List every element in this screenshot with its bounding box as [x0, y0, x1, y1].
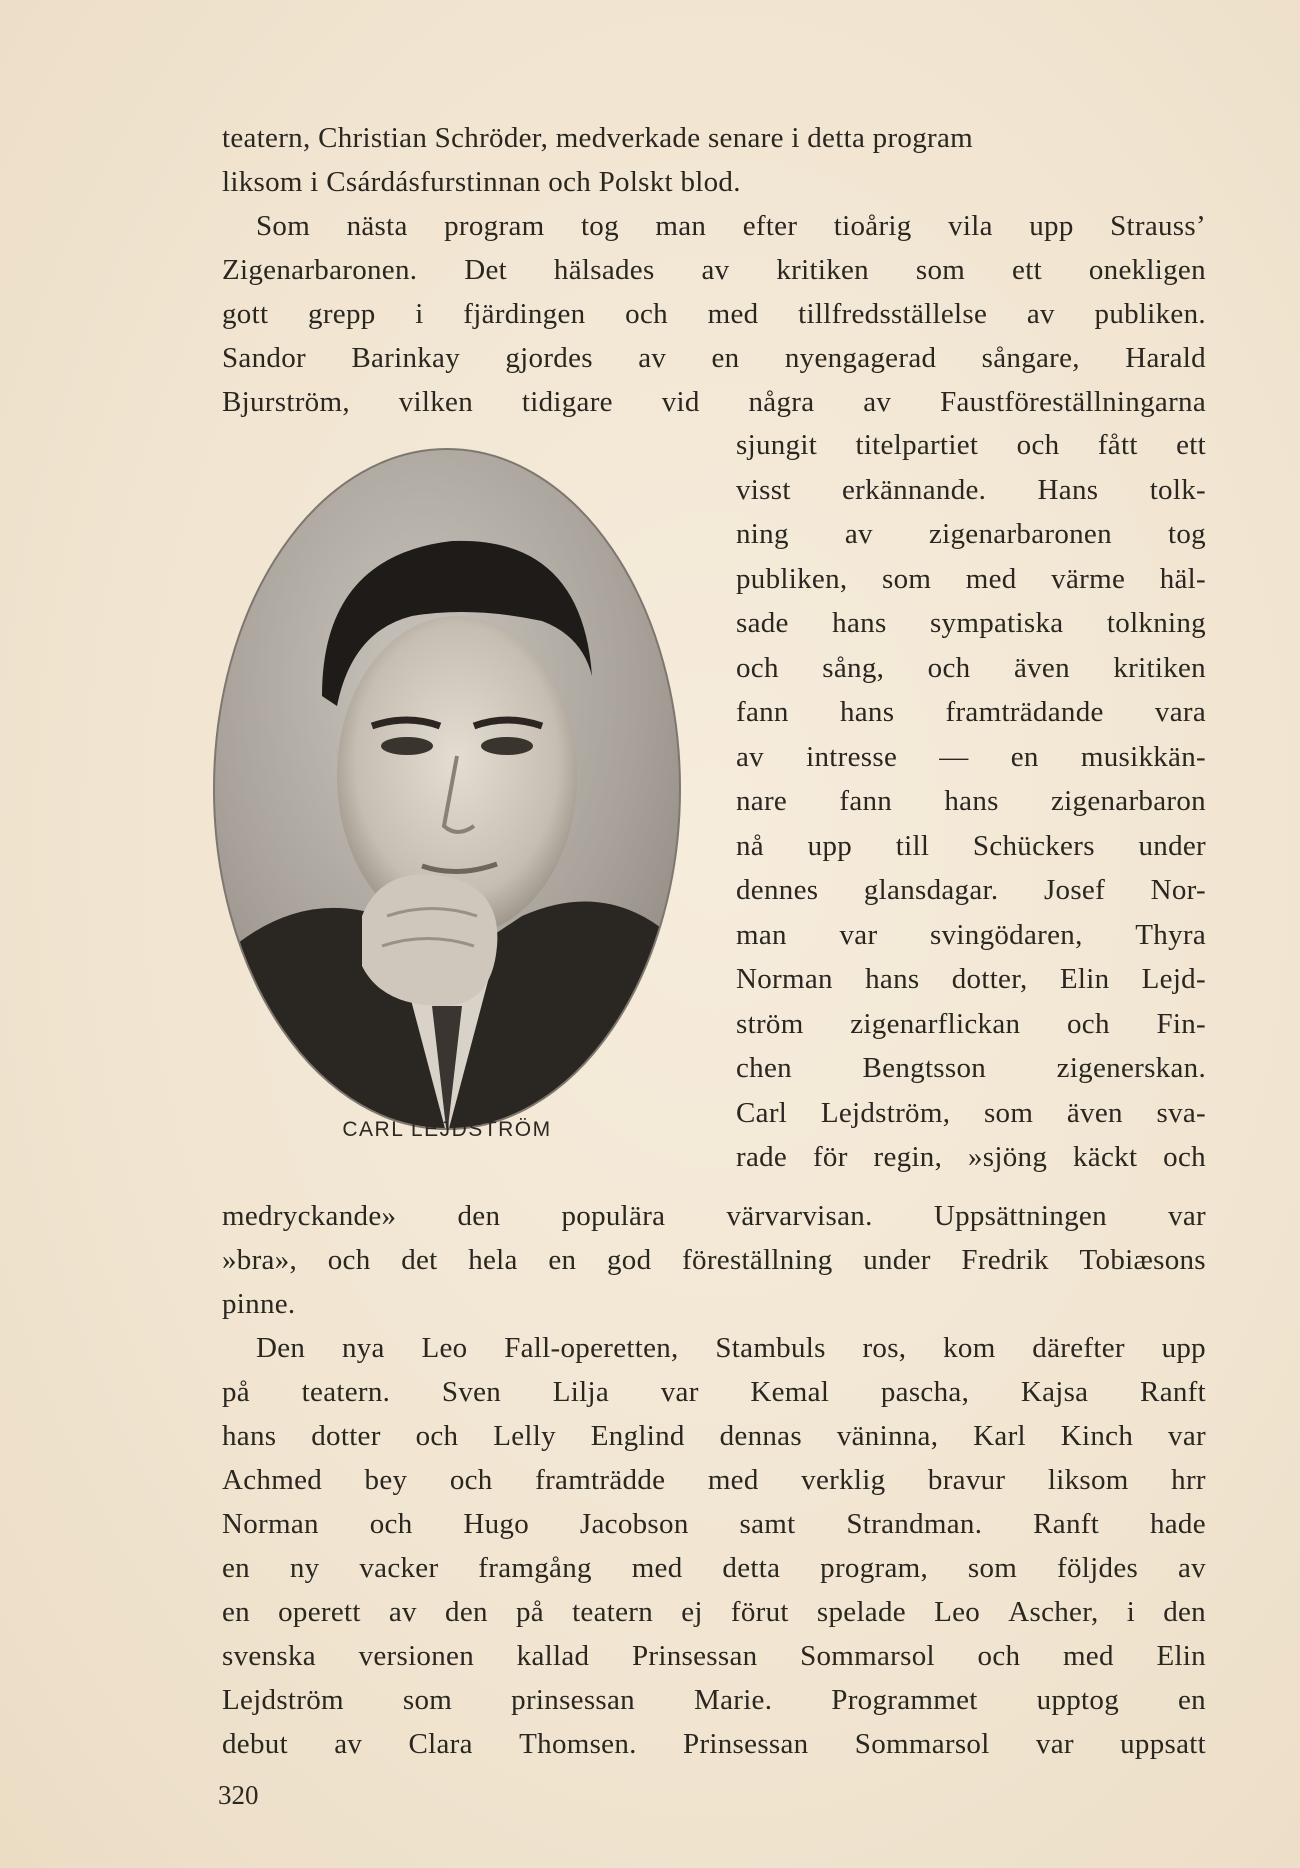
word: under	[863, 1244, 931, 1276]
text-line	[736, 468, 1206, 513]
word: publiken.	[1094, 298, 1206, 330]
word: av	[334, 1728, 363, 1760]
word: Ascher,	[1008, 1596, 1099, 1628]
word: i	[1126, 1596, 1136, 1628]
portrait-photo	[212, 446, 682, 1136]
word: Thomsen.	[519, 1728, 637, 1760]
word: Leo	[421, 1332, 468, 1364]
word: och	[327, 1244, 371, 1276]
word: på	[222, 1376, 250, 1408]
word: Nor-	[1150, 874, 1206, 906]
portrait-caption: CARL LEJDSTRÖM	[342, 1118, 552, 1141]
word: nå	[736, 829, 764, 862]
word: värme	[1051, 562, 1126, 595]
word: ros,	[862, 1332, 907, 1364]
text-line	[222, 1678, 1206, 1722]
word: fann	[839, 785, 893, 817]
word: Prinsessan	[631, 1640, 758, 1672]
word: tioårig	[833, 210, 912, 242]
word: tog	[1168, 518, 1206, 550]
word: var	[660, 1376, 699, 1408]
word: nästa	[346, 210, 408, 242]
word: Som	[256, 210, 311, 242]
word: även	[1066, 1096, 1123, 1129]
word: Jacobson	[579, 1508, 689, 1540]
text-line	[736, 913, 1206, 958]
text-line	[736, 646, 1206, 691]
word: Elin	[1059, 963, 1110, 995]
text-line	[736, 957, 1206, 1002]
word: upptog	[1036, 1684, 1119, 1716]
word: fått	[1097, 429, 1138, 461]
text-line	[736, 735, 1206, 780]
word: publiken,	[736, 562, 848, 595]
word: hans	[839, 696, 895, 728]
word: av	[736, 740, 764, 773]
word: zigenerskan.	[1056, 1052, 1206, 1084]
word: man	[655, 210, 707, 242]
word: Bjurström,	[222, 386, 350, 418]
word: sångare,	[981, 342, 1080, 374]
word: ström	[736, 1007, 804, 1040]
text-line	[736, 1135, 1206, 1180]
word: versionen	[358, 1640, 475, 1672]
word: Carl	[736, 1096, 788, 1129]
word: samt	[739, 1508, 796, 1540]
word: dotter,	[951, 963, 1028, 995]
word: framträdde	[535, 1464, 666, 1496]
word: och	[1016, 429, 1060, 461]
text-line	[222, 292, 1206, 336]
text-line	[222, 1238, 1206, 1282]
word: ej	[681, 1596, 703, 1628]
word: Achmed	[222, 1464, 323, 1496]
page-number: 320	[218, 1780, 259, 1810]
text-line	[736, 601, 1206, 646]
word: Kemal	[750, 1376, 830, 1408]
word: och	[977, 1640, 1021, 1672]
text-line	[736, 512, 1206, 557]
word: grepp	[308, 298, 376, 330]
word: följdes	[1057, 1552, 1139, 1584]
word: och	[736, 651, 779, 684]
word: ning	[736, 518, 789, 550]
word: Uppsättningen	[933, 1200, 1107, 1232]
word: tog	[580, 210, 619, 242]
word: var	[1035, 1728, 1074, 1760]
word: dennes	[736, 874, 819, 906]
word: var	[1168, 1420, 1206, 1452]
word: svingödaren,	[930, 918, 1083, 951]
word: regin,	[873, 1141, 943, 1173]
word: därefter	[1032, 1332, 1125, 1364]
word: ett	[1012, 254, 1042, 286]
word: tolkning	[1106, 607, 1206, 639]
word: och	[625, 298, 668, 330]
word: var	[1168, 1200, 1206, 1232]
word: nare	[736, 785, 788, 817]
word: Kajsa	[1020, 1376, 1089, 1408]
word: Lejdström	[222, 1684, 344, 1716]
word: den	[1163, 1596, 1206, 1628]
word: hans	[944, 785, 999, 817]
word: zigenarbaron	[1051, 785, 1206, 817]
word: Lejdström,	[820, 1096, 951, 1129]
word: framträdande	[945, 696, 1104, 728]
word: Lelly	[493, 1420, 556, 1452]
word: liksom	[1047, 1464, 1129, 1496]
text-line	[736, 1046, 1206, 1091]
word: den	[445, 1596, 488, 1628]
word: som	[967, 1552, 1018, 1584]
word: bey	[364, 1464, 408, 1496]
word: intresse	[806, 740, 898, 773]
word: och	[1066, 1007, 1110, 1040]
word: med	[631, 1552, 683, 1584]
word: i	[415, 298, 424, 330]
word: upp	[1161, 1332, 1206, 1364]
text-line	[222, 248, 1206, 292]
word: framgång	[478, 1552, 592, 1584]
word: av	[388, 1596, 417, 1628]
word: glansdagar.	[863, 874, 999, 906]
word: detta	[722, 1552, 781, 1584]
word: Kinch	[1060, 1420, 1134, 1452]
word: tolk-	[1149, 473, 1206, 506]
word: Hans	[1037, 473, 1099, 506]
word: under	[1138, 829, 1206, 862]
word: Barinkay	[351, 342, 461, 374]
word: Programmet	[831, 1684, 978, 1716]
text-line	[222, 204, 1206, 248]
text-line: pinne.	[222, 1288, 296, 1320]
word: av	[701, 254, 730, 286]
word: upp	[1029, 210, 1074, 242]
word: kallad	[516, 1640, 590, 1672]
word: var	[839, 918, 878, 951]
text-line	[222, 1722, 1206, 1766]
word: en	[711, 342, 740, 374]
text-line	[222, 1590, 1206, 1634]
word: Englind	[590, 1420, 685, 1452]
word: debut	[222, 1728, 288, 1760]
word: Fall-operetten,	[504, 1332, 679, 1364]
text-line	[222, 380, 1206, 424]
text-line	[736, 779, 1206, 824]
word: zigenarflickan	[850, 1007, 1021, 1040]
word: Det	[464, 254, 508, 286]
word: hade	[1149, 1508, 1206, 1540]
word: käckt	[1073, 1141, 1138, 1173]
word: vilken	[398, 386, 474, 418]
word: till	[895, 829, 930, 862]
word: Sven	[441, 1376, 502, 1408]
word: en	[548, 1244, 577, 1276]
word: dennas	[719, 1420, 802, 1452]
word: Fin-	[1156, 1007, 1206, 1040]
word: och	[369, 1508, 413, 1540]
word: Elin	[1156, 1640, 1206, 1672]
word: program,	[820, 1552, 929, 1584]
word: som	[881, 562, 932, 595]
text-line	[222, 336, 1206, 380]
word: Marie.	[693, 1684, 773, 1716]
word: ett	[1176, 429, 1206, 461]
text-line	[222, 1194, 1206, 1238]
text-line	[222, 1414, 1206, 1458]
word: hela	[468, 1244, 518, 1276]
word: några	[748, 386, 815, 418]
word: vid	[661, 386, 700, 418]
word: Lejd-	[1141, 963, 1206, 995]
word: populära	[561, 1200, 666, 1232]
word: tidigare	[521, 386, 613, 418]
paragraph-bottom	[222, 1194, 1206, 1766]
text-line	[736, 824, 1206, 869]
word: nya	[341, 1332, 385, 1364]
text-line	[736, 423, 1206, 468]
word: Thyra	[1135, 918, 1206, 951]
word: —	[939, 740, 969, 773]
word: av	[863, 386, 892, 418]
word: ny	[289, 1552, 320, 1584]
word: hälsades	[553, 254, 655, 286]
word: efter	[742, 210, 798, 242]
word: hrr	[1171, 1464, 1206, 1496]
word: Prinsessan	[683, 1728, 809, 1760]
text-line	[736, 557, 1206, 602]
word: Sandor	[222, 342, 306, 374]
column-beside-portrait	[736, 423, 1206, 1180]
word: en	[1010, 740, 1039, 773]
word: av	[638, 342, 667, 374]
word: Den	[256, 1332, 306, 1364]
word: chen	[736, 1052, 792, 1084]
word: »bra»,	[222, 1244, 298, 1276]
word: teatern	[572, 1596, 654, 1628]
word: pascha,	[880, 1376, 970, 1408]
word: kritiken	[1113, 651, 1206, 684]
word: Norman	[736, 963, 833, 995]
word: av	[1177, 1552, 1206, 1584]
word: Stambuls	[715, 1332, 826, 1364]
text-line	[222, 1634, 1206, 1678]
word: som	[402, 1684, 453, 1716]
word: onekligen	[1088, 254, 1206, 286]
word: man	[736, 918, 787, 951]
word: Lilja	[552, 1376, 610, 1408]
word: och	[449, 1464, 493, 1496]
word: kritiken	[776, 254, 869, 286]
word: sva-	[1156, 1096, 1206, 1129]
word: Karl	[973, 1420, 1026, 1452]
text-line	[222, 1502, 1206, 1546]
word: verklig	[801, 1464, 886, 1496]
word: kom	[943, 1332, 996, 1364]
text-line: teatern, Christian Schröder, medverkade senare i detta program	[222, 122, 974, 154]
word: Strandman.	[846, 1508, 983, 1540]
word: med	[965, 562, 1017, 595]
word: en	[222, 1596, 250, 1628]
word: och	[927, 651, 971, 684]
word: för	[812, 1141, 848, 1173]
word: »sjöng	[968, 1141, 1048, 1173]
word: sång,	[822, 651, 885, 684]
word: Zigenarbaronen.	[222, 254, 418, 286]
text-line	[222, 1458, 1206, 1502]
word: hans	[222, 1420, 277, 1452]
word: sjungit	[736, 429, 818, 461]
word: titelpartiet	[855, 429, 979, 461]
word: spelade	[816, 1596, 906, 1628]
word: gott	[222, 298, 269, 330]
word: som	[983, 1096, 1034, 1129]
word: det	[401, 1244, 438, 1276]
word: värvarvisan.	[726, 1200, 873, 1232]
word: erkännande.	[842, 473, 987, 506]
text-line	[736, 1002, 1206, 1047]
word: rade	[736, 1141, 788, 1173]
word: även	[1013, 651, 1070, 684]
word: uppsatt	[1120, 1728, 1206, 1760]
word: Norman	[222, 1508, 319, 1540]
word: svenska	[222, 1640, 316, 1672]
word: som	[915, 254, 966, 286]
word: Josef	[1043, 874, 1106, 906]
word: Strauss’	[1110, 210, 1206, 242]
word: medryckande»	[222, 1200, 397, 1232]
paragraph-top	[222, 116, 1206, 424]
word: Clara	[408, 1728, 473, 1760]
word: sade	[736, 607, 789, 639]
text-line: liksom i Csárdásfurstinnan och Polskt blod.	[222, 166, 741, 198]
word: och	[1163, 1141, 1206, 1173]
word: med	[707, 1464, 759, 1496]
word: vacker	[359, 1552, 439, 1584]
word: program	[444, 210, 545, 242]
word: musikkän-	[1080, 740, 1206, 773]
word: med	[1062, 1640, 1114, 1672]
word: teatern.	[301, 1376, 391, 1408]
word: föreställning	[682, 1244, 833, 1276]
word: gjordes	[505, 342, 593, 374]
word: god	[607, 1244, 652, 1276]
word: Faustföreställningarna	[940, 386, 1206, 418]
word: fjärdingen	[463, 298, 586, 330]
word: Harald	[1125, 342, 1206, 374]
word: hans	[832, 607, 887, 639]
word: och	[415, 1420, 459, 1452]
portrait-oval-image	[212, 446, 682, 1136]
word: Leo	[934, 1596, 981, 1628]
word: Fredrik	[961, 1244, 1049, 1276]
word: Ranft	[1140, 1376, 1206, 1408]
word: operett	[278, 1596, 361, 1628]
word: dotter	[311, 1420, 381, 1452]
text-line	[736, 868, 1206, 913]
word: vila	[948, 210, 993, 242]
word: av	[1026, 298, 1055, 330]
word: upp	[807, 829, 853, 862]
text-line	[736, 690, 1206, 735]
word: vara	[1154, 696, 1206, 728]
word: fann	[736, 696, 789, 728]
word: av	[844, 518, 873, 550]
word: bravur	[927, 1464, 1006, 1496]
word: med	[707, 298, 759, 330]
word: Ranft	[1033, 1508, 1100, 1540]
word: en	[1178, 1684, 1206, 1716]
word: visst	[736, 473, 791, 506]
word: Schückers	[972, 829, 1095, 862]
text-line	[222, 1326, 1206, 1370]
word: sympatiska	[929, 607, 1064, 639]
word: förut	[730, 1596, 789, 1628]
word: nyengagerad	[784, 342, 937, 374]
word: Tobiæsons	[1079, 1244, 1206, 1276]
word: Hugo	[463, 1508, 530, 1540]
word: väninna,	[836, 1420, 939, 1452]
word: en	[222, 1552, 250, 1584]
word: den	[457, 1200, 501, 1232]
word: Sommarsol	[854, 1728, 990, 1760]
word: hans	[865, 963, 920, 995]
text-line	[222, 1370, 1206, 1414]
word: häl-	[1159, 562, 1206, 595]
word: Bengtsson	[862, 1052, 987, 1084]
word: på	[515, 1596, 544, 1628]
text-line	[222, 1546, 1206, 1590]
word: tillfredsställelse	[798, 298, 988, 330]
word: prinsessan	[511, 1684, 635, 1716]
word: zigenarbaronen	[928, 518, 1112, 550]
text-line	[736, 1091, 1206, 1136]
word: Sommarsol	[800, 1640, 935, 1672]
